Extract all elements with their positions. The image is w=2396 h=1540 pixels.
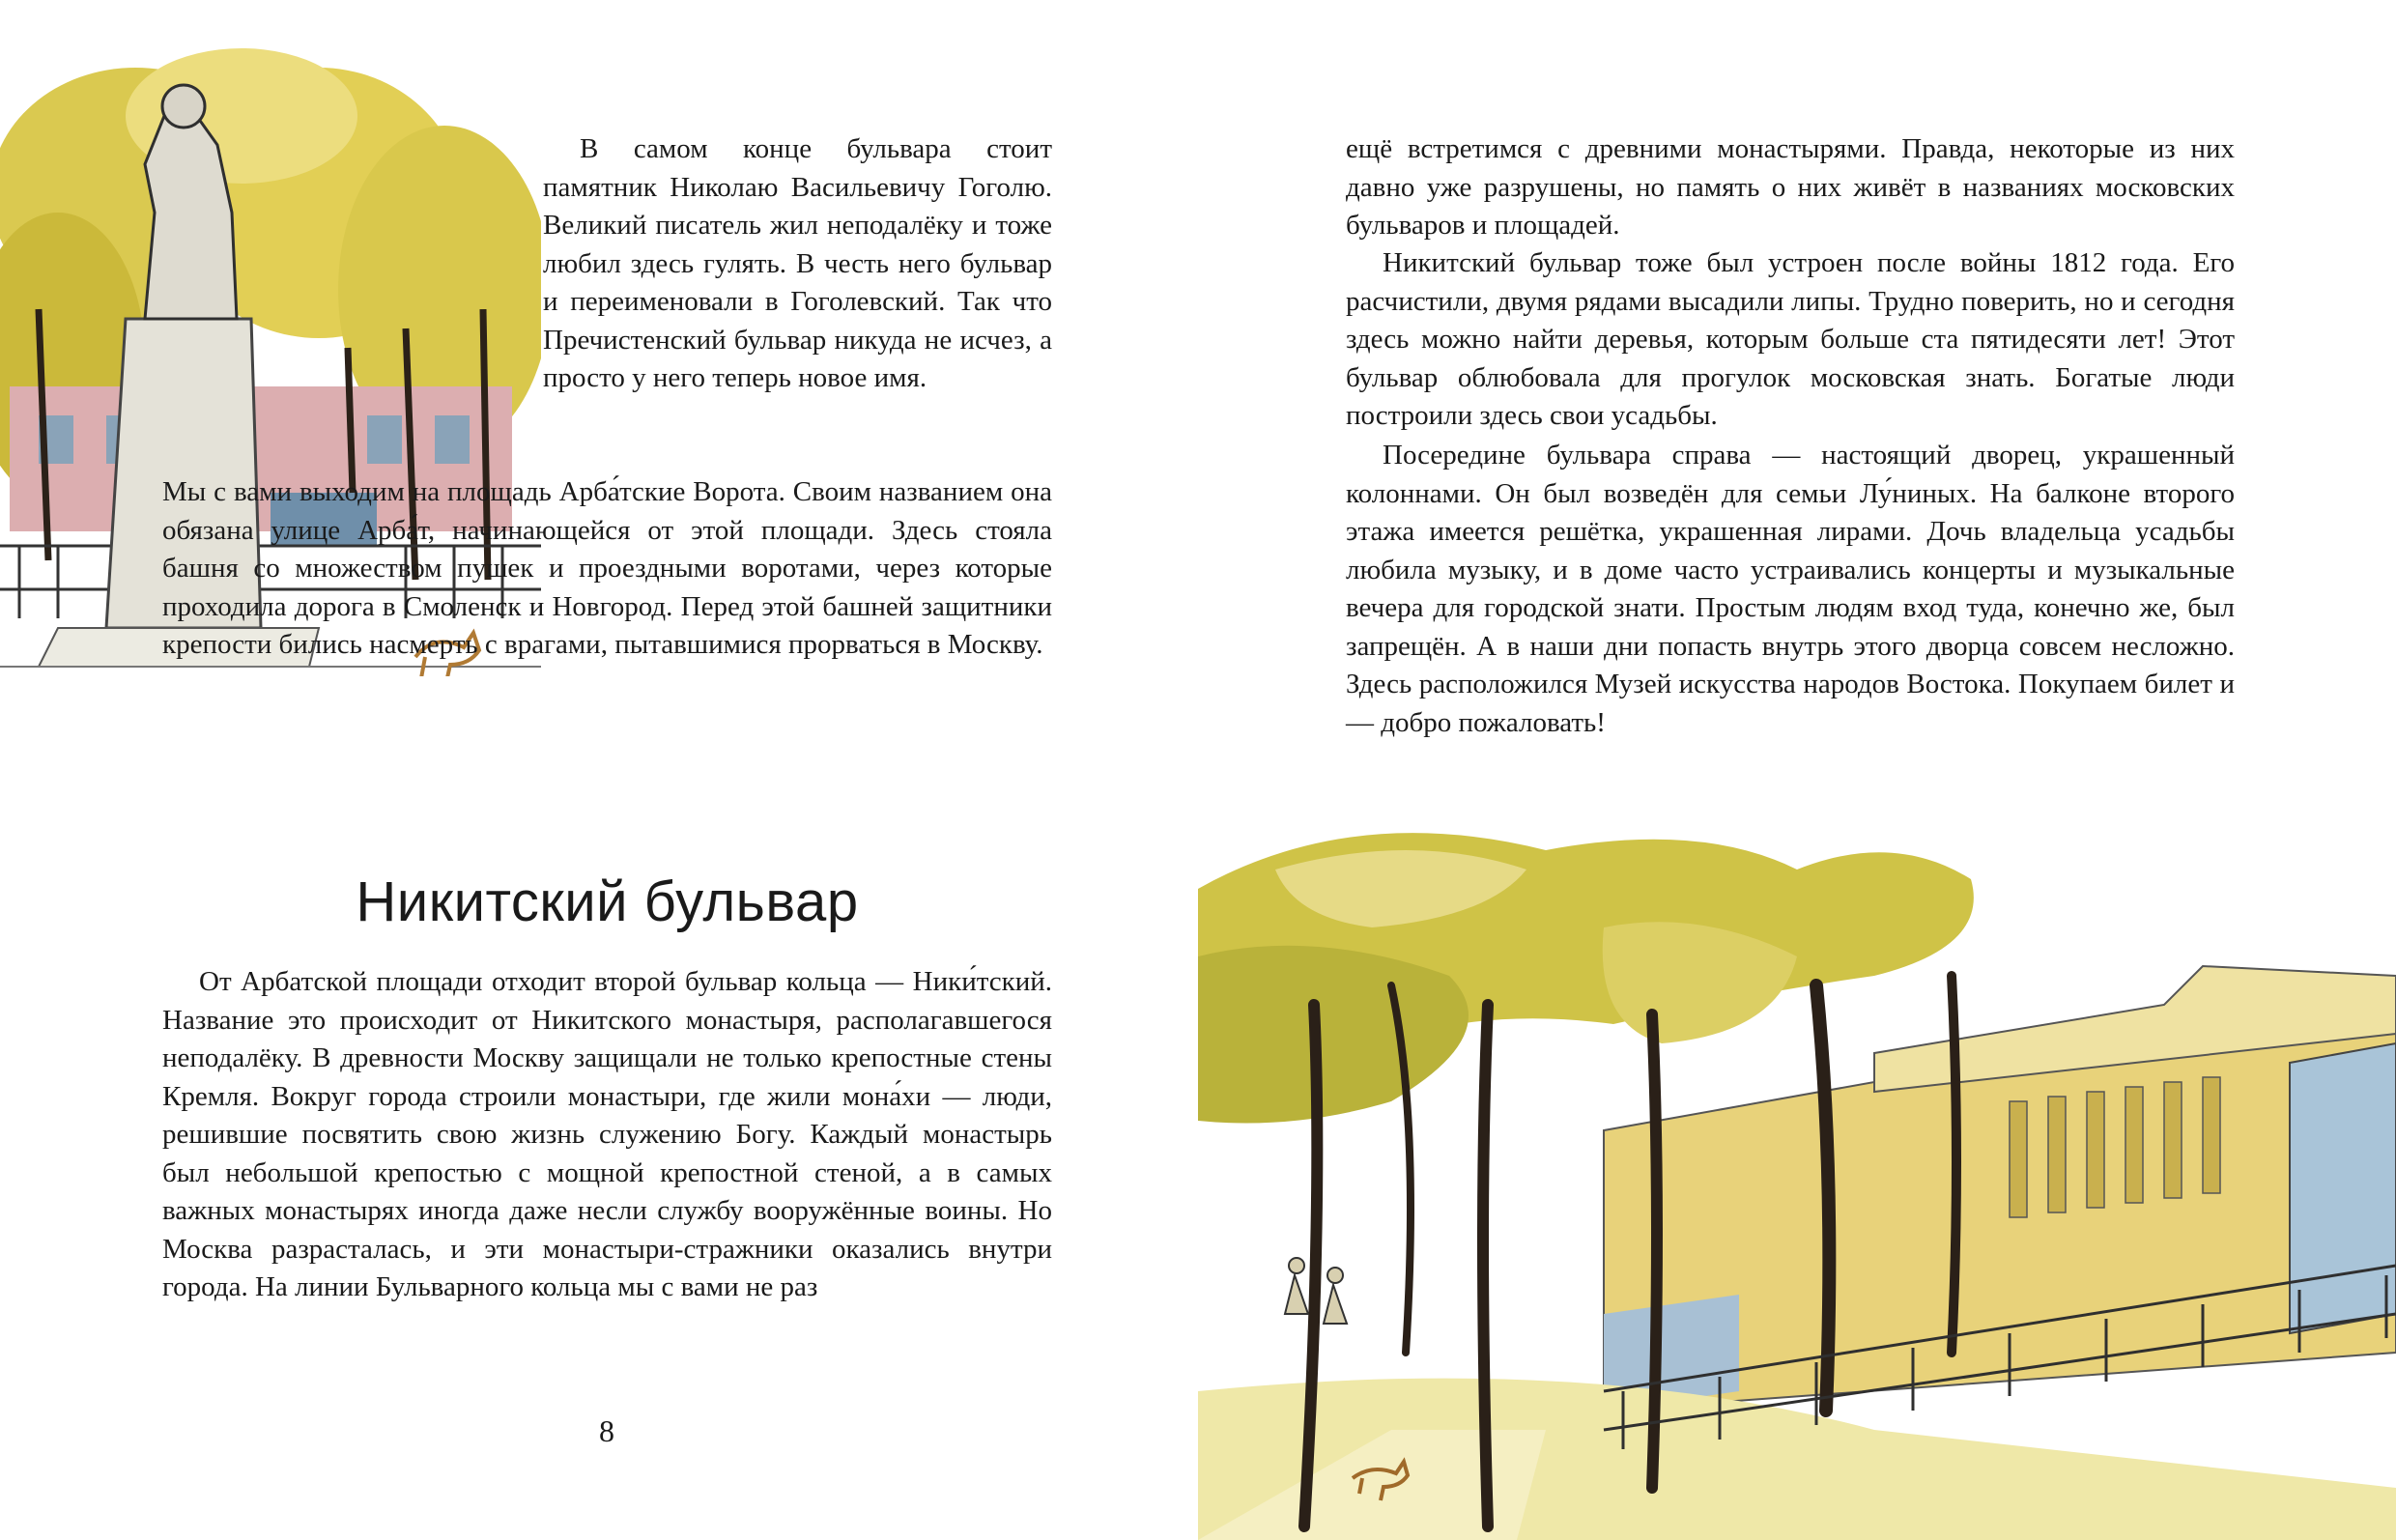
section-heading: Никитский бульвар: [356, 870, 859, 933]
right-paragraph-1: ещё встретимся с древними монастырями. Правда, некоторые из них давно уже разрушены, но память о них живёт в названиях московских бульваров и площадей.: [1346, 133, 2235, 241]
boulevard-drawing: [1198, 812, 2396, 1540]
right-paragraph-2: Никитский бульвар тоже был устроен после войны 1812 года. Его расчистили, двумя рядами высадили липы. Трудно поверить, но и сегодня здесь можно найти деревья, которым больше ста пятидесяти лет! Этот бульвар облюбовала для прогулок московская знать. Богатые люди построили здесь свои усадьбы.: [1346, 247, 2235, 431]
right-paragraph-3: Посередине бульвара справа — настоящий дворец, украшенный колоннами. Он был возведён для семьи Лу́ниных. На балконе второго этажа имеется решётка, украшенная лирами. Дочь владельца усадьбы любила музыку, и в доме часто устраивались концерты и музыкальные вечера для городской знати. Простым людям вход туда, конечно же, был запрещён. А в наши дни попасть внутрь этого дворца совсем несложно. Здесь расположился Музей искусства народов Востока. Покупаем билет и — добро пожаловать!: [1346, 440, 2235, 738]
body-paragraph: От Арбатской площади отходит второй бульвар кольца — Ники́тский. Название это происходит от Никитского монастыря, располагавшегося неподалёку. В древности Москву защищали не только крепостные стены Кремля. Вокруг города строили монастыри, где жили мона́хи — люди, решившие посвятить свою жизнь служению Богу. Каждый монастырь был небольшой крепостью с мощной крепостной стеной, а в самых важных монастырях иногда даже несли службу вооружённые воины. Но Москва разрасталась, и эти монастыри-стражники оказались внутри города. На линии Бульварного кольца мы с вами не раз: [162, 966, 1052, 1302]
page-number: 8: [599, 1413, 614, 1448]
nikitsky-boulevard-illustration: [1198, 812, 2396, 1540]
intro-paragraph-2: Мы с вами выходим на площадь Арба́тские Ворота. Своим названием она обязана улице Арба́т, начинающейся от этой площади. Здесь стояла башня со множеством пушек и проездными воротами, через которые проходила дорога в Смоленск и Новгород. Перед этой башней защитники крепости бились насмерть с врагами, пытавшимися прорваться в Москву.: [162, 476, 1052, 660]
intro-paragraph-1: В самом конце бульвара стоит памятник Николаю Васильевичу Гоголю. Великий писатель жил неподалёку и тоже любил здесь гулять. В честь него бульвар и переименовали в Гоголевский. Так что Пречистенский бульвар никуда не исчез, а просто у него теперь новое имя.: [543, 133, 1052, 393]
right-page: [1198, 0, 2396, 1540]
